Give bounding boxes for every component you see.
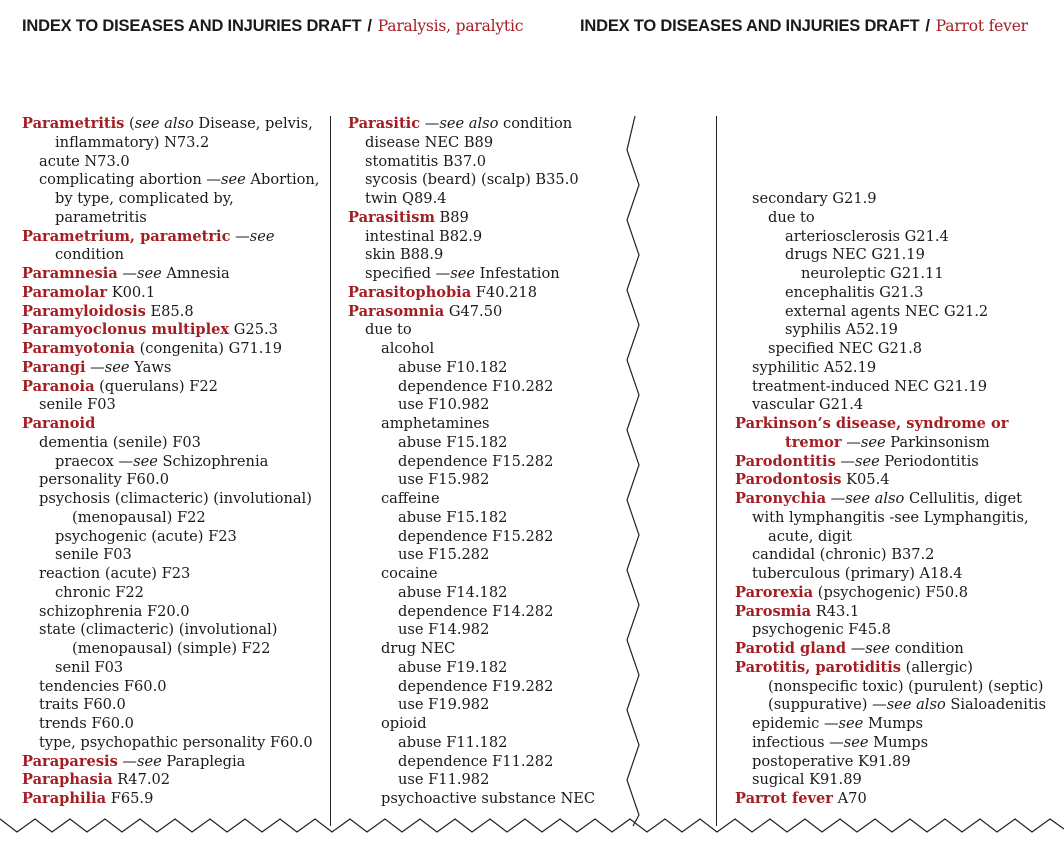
entry-text: use F11.982 bbox=[398, 771, 490, 789]
header-left-term: Paralysis, paralytic bbox=[377, 17, 524, 35]
entry-text: F40.218 bbox=[471, 283, 538, 301]
index-term: Paramnesia bbox=[22, 265, 118, 282]
index-entry bbox=[22, 434, 330, 453]
index-entry bbox=[22, 303, 330, 322]
entry-text: postoperative K91.89 bbox=[752, 752, 911, 770]
index-term: Paramyoclonus multiplex bbox=[22, 321, 230, 339]
index-entry bbox=[735, 246, 1061, 265]
entry-text: condition bbox=[55, 246, 125, 264]
entry-text: dementia (senile) F03 bbox=[39, 433, 201, 451]
entry-text: (menopausal) F22 bbox=[72, 508, 206, 526]
entry-text: chronic F22 bbox=[55, 583, 144, 601]
entry-text: — bbox=[230, 227, 250, 245]
index-entry bbox=[348, 734, 628, 753]
index-entry bbox=[348, 284, 628, 303]
entry-text: treatment-induced NEC G21.19 bbox=[752, 377, 987, 395]
index-entry bbox=[22, 340, 330, 359]
index-entry bbox=[348, 396, 628, 415]
entry-text: syphilitic A52.19 bbox=[752, 358, 877, 376]
entry-text: sycosis (beard) (scalp) B35.0 bbox=[365, 171, 579, 189]
index-term: Paranoid bbox=[22, 415, 96, 432]
entry-text: sugical K91.89 bbox=[752, 771, 862, 789]
entry-text: B89 bbox=[434, 208, 469, 226]
entry-text: with lymphangitis -see Lymphangitis, bbox=[752, 508, 1029, 526]
index-term: Paronychia bbox=[735, 490, 827, 507]
header-right-title: INDEX TO DISEASES AND INJURIES DRAFT bbox=[580, 17, 920, 35]
index-entry bbox=[348, 659, 628, 678]
index-entry bbox=[735, 546, 1061, 565]
index-entry bbox=[348, 265, 628, 284]
entry-text: caffeine bbox=[381, 490, 440, 507]
index-entry bbox=[348, 453, 628, 472]
index-entry bbox=[735, 696, 1061, 715]
index-entry bbox=[735, 453, 1061, 472]
index-term: Parasitic bbox=[348, 115, 421, 132]
index-entry bbox=[22, 359, 330, 378]
entry-text: Amnesia bbox=[161, 265, 230, 282]
entry-text: dependence F14.282 bbox=[398, 602, 554, 620]
see-reference: see bbox=[865, 640, 891, 657]
entry-text: use F15.282 bbox=[398, 546, 490, 564]
index-entry bbox=[22, 659, 330, 678]
entry-text: neuroleptic G21.11 bbox=[801, 265, 944, 282]
index-term: Paramyloidosis bbox=[22, 302, 146, 320]
header-right-term: Parrot fever bbox=[935, 17, 1028, 35]
index-entry bbox=[348, 771, 628, 790]
index-entry bbox=[348, 490, 628, 509]
entry-text: abuse F19.182 bbox=[398, 658, 508, 676]
index-entry bbox=[348, 678, 628, 697]
entry-text: alcohol bbox=[381, 340, 435, 357]
entry-text: senile F03 bbox=[39, 396, 116, 414]
entry-text: specified NEC G21.8 bbox=[768, 340, 923, 357]
index-entry bbox=[735, 790, 1061, 809]
index-entry bbox=[735, 490, 1061, 509]
entry-text: traits F60.0 bbox=[39, 696, 126, 714]
index-entry bbox=[735, 415, 1061, 434]
entry-text: G25.3 bbox=[229, 321, 278, 339]
index-entry bbox=[348, 246, 628, 265]
header-left-title: INDEX TO DISEASES AND INJURIES DRAFT bbox=[22, 17, 362, 35]
entry-text: dependence F10.282 bbox=[398, 377, 554, 395]
entry-text: abuse F11.182 bbox=[398, 733, 508, 751]
entry-text: K00.1 bbox=[107, 283, 156, 301]
index-entry bbox=[22, 565, 330, 584]
entry-text: drugs NEC G21.19 bbox=[785, 246, 925, 264]
entry-text: infectious — bbox=[752, 733, 844, 751]
index-entry bbox=[22, 284, 330, 303]
index-term: Parangi bbox=[22, 358, 86, 376]
index-entry bbox=[735, 678, 1061, 697]
index-entry bbox=[735, 396, 1061, 415]
entry-text: abuse F15.182 bbox=[398, 508, 508, 526]
index-term: Paramolar bbox=[22, 283, 108, 301]
entry-text: skin B88.9 bbox=[365, 246, 444, 264]
index-entry bbox=[22, 753, 330, 772]
index-entry bbox=[22, 190, 330, 209]
entry-text: Infestation bbox=[475, 265, 560, 282]
entry-text: use F15.982 bbox=[398, 471, 490, 489]
index-entry bbox=[348, 209, 628, 228]
index-term: Parodontosis bbox=[735, 471, 842, 489]
index-term: Paramyotonia bbox=[22, 340, 135, 357]
index-term: Parodontitis bbox=[735, 452, 836, 470]
entry-text: reaction (acute) F23 bbox=[39, 565, 191, 582]
entry-text: use F14.982 bbox=[398, 621, 490, 639]
entry-text: condition bbox=[498, 115, 573, 132]
see-reference: see bbox=[860, 433, 886, 451]
index-entry bbox=[348, 321, 628, 340]
index-entry bbox=[22, 415, 330, 434]
index-entry bbox=[735, 284, 1061, 303]
entry-text: — bbox=[835, 452, 856, 470]
entry-text: psychoactive substance NEC bbox=[381, 790, 596, 807]
see-reference: see bbox=[104, 358, 130, 376]
entry-text: external agents NEC G21.2 bbox=[785, 302, 989, 320]
index-entry bbox=[22, 396, 330, 415]
index-entry bbox=[22, 771, 330, 790]
index-entry bbox=[22, 546, 330, 565]
index-entry bbox=[735, 771, 1061, 790]
index-entry bbox=[735, 434, 1061, 453]
entry-text: specified — bbox=[365, 265, 451, 282]
see-reference: see bbox=[137, 752, 162, 770]
index-entry bbox=[22, 378, 330, 397]
index-entry bbox=[348, 528, 628, 547]
see-reference: see also bbox=[845, 490, 905, 507]
index-entry bbox=[348, 565, 628, 584]
entry-text: G47.50 bbox=[444, 302, 503, 320]
entry-text: type, psychopathic personality F60.0 bbox=[39, 733, 313, 751]
entry-text: arteriosclerosis G21.4 bbox=[785, 227, 949, 245]
entry-text: senil F03 bbox=[55, 658, 124, 676]
index-entry bbox=[22, 696, 330, 715]
entry-text: Abortion, bbox=[245, 171, 320, 189]
entry-text: dependence F15.282 bbox=[398, 527, 554, 545]
index-entry bbox=[22, 453, 330, 472]
index-term: Paraparesis bbox=[22, 752, 118, 770]
index-term: Parosmia bbox=[735, 602, 812, 620]
index-entry bbox=[22, 209, 330, 228]
entry-text: disease NEC B89 bbox=[365, 133, 494, 151]
entry-text: drug NEC bbox=[381, 640, 456, 657]
index-entry bbox=[348, 134, 628, 153]
entry-text: abuse F10.182 bbox=[398, 358, 508, 376]
entry-text: Paraplegia bbox=[161, 752, 246, 770]
index-entry bbox=[22, 528, 330, 547]
index-entry bbox=[22, 471, 330, 490]
header-left bbox=[22, 14, 523, 38]
entry-text: Schizophrenia bbox=[157, 452, 269, 470]
entry-text: acute, digit bbox=[768, 527, 852, 545]
index-entry bbox=[348, 340, 628, 359]
entry-text: tuberculous (primary) A18.4 bbox=[752, 565, 963, 582]
index-entry bbox=[22, 621, 330, 640]
index-entry bbox=[348, 359, 628, 378]
entry-text: ( bbox=[124, 115, 135, 132]
index-term: Parotid gland bbox=[735, 640, 847, 657]
entry-text: candidal (chronic) B37.2 bbox=[752, 546, 935, 564]
index-entry bbox=[348, 790, 628, 809]
entry-text: — bbox=[420, 115, 440, 132]
index-entry bbox=[348, 546, 628, 565]
index-entry bbox=[348, 171, 628, 190]
index-entry bbox=[348, 696, 628, 715]
entry-text: (allergic) bbox=[901, 658, 973, 676]
entry-text: Disease, pelvis, bbox=[193, 115, 313, 132]
header-right-separator: / bbox=[925, 17, 930, 35]
entry-text: complicating abortion — bbox=[39, 171, 222, 189]
index-entry bbox=[348, 603, 628, 622]
index-entry bbox=[735, 621, 1061, 640]
index-term: Parasitism bbox=[348, 208, 435, 226]
entry-text: dependence F11.282 bbox=[398, 752, 554, 770]
index-term: Paraphilia bbox=[22, 790, 107, 807]
index-term: Parorexia bbox=[735, 583, 814, 601]
page-break-zigzag-vertical bbox=[627, 116, 639, 826]
index-entry bbox=[735, 209, 1061, 228]
index-entry bbox=[348, 303, 628, 322]
entry-text: use F19.982 bbox=[398, 696, 490, 714]
index-term: Parotitis, parotiditis bbox=[735, 658, 902, 676]
index-term: Paranoia bbox=[22, 377, 95, 395]
index-term: Parasomnia bbox=[348, 302, 445, 320]
index-entry bbox=[735, 603, 1061, 622]
entry-text: K05.4 bbox=[841, 471, 890, 489]
entry-text: by type, complicated by, bbox=[55, 190, 234, 207]
entry-text: abuse F15.182 bbox=[398, 433, 508, 451]
index-entry bbox=[22, 734, 330, 753]
index-entry bbox=[348, 190, 628, 209]
entry-text: parametritis bbox=[55, 208, 147, 226]
index-entry bbox=[22, 171, 330, 190]
entry-text: psychogenic F45.8 bbox=[752, 621, 891, 639]
entry-text: (menopausal) (simple) F22 bbox=[72, 640, 271, 657]
index-column-3 bbox=[735, 190, 1061, 809]
index-entry bbox=[735, 528, 1061, 547]
index-entry bbox=[735, 565, 1061, 584]
index-entry bbox=[735, 340, 1061, 359]
index-entry bbox=[22, 603, 330, 622]
index-entry bbox=[348, 153, 628, 172]
entry-text: F65.9 bbox=[106, 790, 154, 807]
index-entry bbox=[22, 246, 330, 265]
entry-text: due to bbox=[365, 321, 412, 339]
entry-text: — bbox=[117, 265, 137, 282]
entry-text: — bbox=[826, 490, 846, 507]
index-entry bbox=[735, 753, 1061, 772]
entry-text: state (climacteric) (involutional) bbox=[39, 621, 278, 639]
index-entry bbox=[735, 471, 1061, 490]
see-reference: see bbox=[838, 715, 864, 732]
page-break-zigzag-bottom bbox=[0, 819, 1064, 832]
index-entry bbox=[22, 490, 330, 509]
index-entry bbox=[735, 378, 1061, 397]
index-entry bbox=[735, 640, 1061, 659]
entry-text: psychosis (climacteric) (involutional) bbox=[39, 490, 312, 507]
entry-text: due to bbox=[768, 208, 815, 226]
entry-text: use F10.982 bbox=[398, 396, 490, 414]
entry-text: encephalitis G21.3 bbox=[785, 283, 924, 301]
index-entry bbox=[735, 265, 1061, 284]
index-entry bbox=[348, 415, 628, 434]
entry-text: praecox — bbox=[55, 452, 134, 470]
index-term: Parrot fever bbox=[735, 790, 833, 807]
index-entry bbox=[22, 134, 330, 153]
index-entry bbox=[22, 228, 330, 247]
entry-text: syphilis A52.19 bbox=[785, 321, 898, 339]
entry-text: (congenita) G71.19 bbox=[134, 340, 283, 357]
entry-text: Periodontitis bbox=[879, 452, 979, 470]
entry-text: (suppurative) — bbox=[768, 696, 887, 714]
entry-text: schizophrenia F20.0 bbox=[39, 602, 190, 620]
index-entry bbox=[348, 715, 628, 734]
index-entry bbox=[348, 471, 628, 490]
entry-text: trends F60.0 bbox=[39, 715, 134, 732]
see-reference: see bbox=[249, 227, 275, 245]
entry-text: Parkinsonism bbox=[885, 433, 990, 451]
entry-text: — bbox=[117, 752, 138, 770]
entry-text: dependence F19.282 bbox=[398, 677, 554, 695]
entry-text: dependence F15.282 bbox=[398, 452, 554, 470]
index-entry bbox=[348, 621, 628, 640]
index-entry bbox=[348, 509, 628, 528]
see-reference: see bbox=[136, 265, 162, 282]
index-entry bbox=[348, 640, 628, 659]
entry-text: amphetamines bbox=[381, 415, 490, 432]
entry-text: (psychogenic) F50.8 bbox=[813, 583, 969, 601]
entry-text: R43.1 bbox=[811, 602, 860, 620]
index-entry bbox=[735, 321, 1061, 340]
entry-text: E85.8 bbox=[145, 302, 194, 320]
entry-text: (querulans) F22 bbox=[94, 377, 218, 395]
entry-text: intestinal B82.9 bbox=[365, 227, 483, 245]
index-entry bbox=[348, 584, 628, 603]
entry-text: personality F60.0 bbox=[39, 471, 170, 489]
index-term: Parametritis bbox=[22, 115, 125, 132]
entry-text: (nonspecific toxic) (purulent) (septic) bbox=[768, 677, 1044, 695]
index-entry bbox=[735, 584, 1061, 603]
index-entry bbox=[22, 790, 330, 809]
entry-text: — bbox=[85, 358, 105, 376]
see-reference: see bbox=[843, 733, 869, 751]
entry-text: — bbox=[841, 433, 861, 451]
index-entry bbox=[22, 115, 330, 134]
header-right bbox=[580, 14, 1028, 38]
entry-text: epidemic — bbox=[752, 715, 839, 732]
index-entry bbox=[22, 678, 330, 697]
entry-text: Mumps bbox=[868, 733, 929, 751]
entry-text: secondary G21.9 bbox=[752, 190, 877, 207]
index-entry bbox=[348, 115, 628, 134]
index-entry bbox=[735, 509, 1061, 528]
index-term: Parasitophobia bbox=[348, 283, 472, 301]
see-reference: see also bbox=[439, 115, 499, 132]
see-reference: see bbox=[133, 452, 158, 470]
index-entry bbox=[348, 228, 628, 247]
entry-text: abuse F14.182 bbox=[398, 583, 508, 601]
see-reference: see bbox=[450, 265, 476, 282]
entry-text: — bbox=[846, 640, 866, 657]
see-reference: see bbox=[855, 452, 880, 470]
entry-text: senile F03 bbox=[55, 546, 132, 564]
header-left-separator: / bbox=[367, 17, 372, 35]
entry-text: opioid bbox=[381, 715, 427, 732]
index-entry bbox=[348, 753, 628, 772]
index-entry bbox=[22, 715, 330, 734]
index-entry bbox=[735, 715, 1061, 734]
entry-text: stomatitis B37.0 bbox=[365, 152, 487, 170]
index-term: Paraphasia bbox=[22, 771, 113, 789]
entry-text: tendencies F60.0 bbox=[39, 677, 167, 695]
entry-text: Mumps bbox=[863, 715, 923, 732]
index-entry bbox=[735, 303, 1061, 322]
entry-text: condition bbox=[890, 640, 964, 657]
entry-text: R47.02 bbox=[112, 771, 171, 789]
index-entry bbox=[22, 509, 330, 528]
entry-text: cocaine bbox=[381, 565, 438, 582]
entry-text: acute N73.0 bbox=[39, 152, 130, 170]
index-term: Parametrium, parametric bbox=[22, 227, 231, 245]
index-entry bbox=[348, 434, 628, 453]
index-entry bbox=[22, 265, 330, 284]
entry-text: psychogenic (acute) F23 bbox=[55, 527, 237, 545]
index-entry bbox=[22, 153, 330, 172]
index-entry bbox=[22, 584, 330, 603]
index-term: tremor bbox=[785, 433, 842, 451]
index-column-2 bbox=[348, 115, 628, 809]
index-term: Parkinson’s disease, syndrome or bbox=[735, 415, 1009, 432]
entry-text: twin Q89.4 bbox=[365, 190, 447, 207]
entry-text: Cellulitis, diget bbox=[904, 490, 1022, 507]
index-entry bbox=[735, 734, 1061, 753]
index-entry bbox=[735, 190, 1061, 209]
index-entry bbox=[735, 659, 1061, 678]
entry-text: Sialoadenitis bbox=[945, 696, 1046, 714]
entry-text: vascular G21.4 bbox=[752, 396, 864, 414]
index-entry bbox=[22, 640, 330, 659]
entry-text: Yaws bbox=[129, 358, 172, 376]
see-reference: see also bbox=[134, 115, 194, 132]
index-entry bbox=[735, 359, 1061, 378]
see-reference: see also bbox=[886, 696, 946, 714]
index-entry bbox=[348, 378, 628, 397]
entry-text: A70 bbox=[833, 790, 867, 807]
see-reference: see bbox=[221, 171, 246, 189]
index-column-1 bbox=[22, 115, 330, 809]
entry-text: inflammatory) N73.2 bbox=[55, 133, 210, 151]
index-entry bbox=[22, 321, 330, 340]
index-entry bbox=[735, 228, 1061, 247]
